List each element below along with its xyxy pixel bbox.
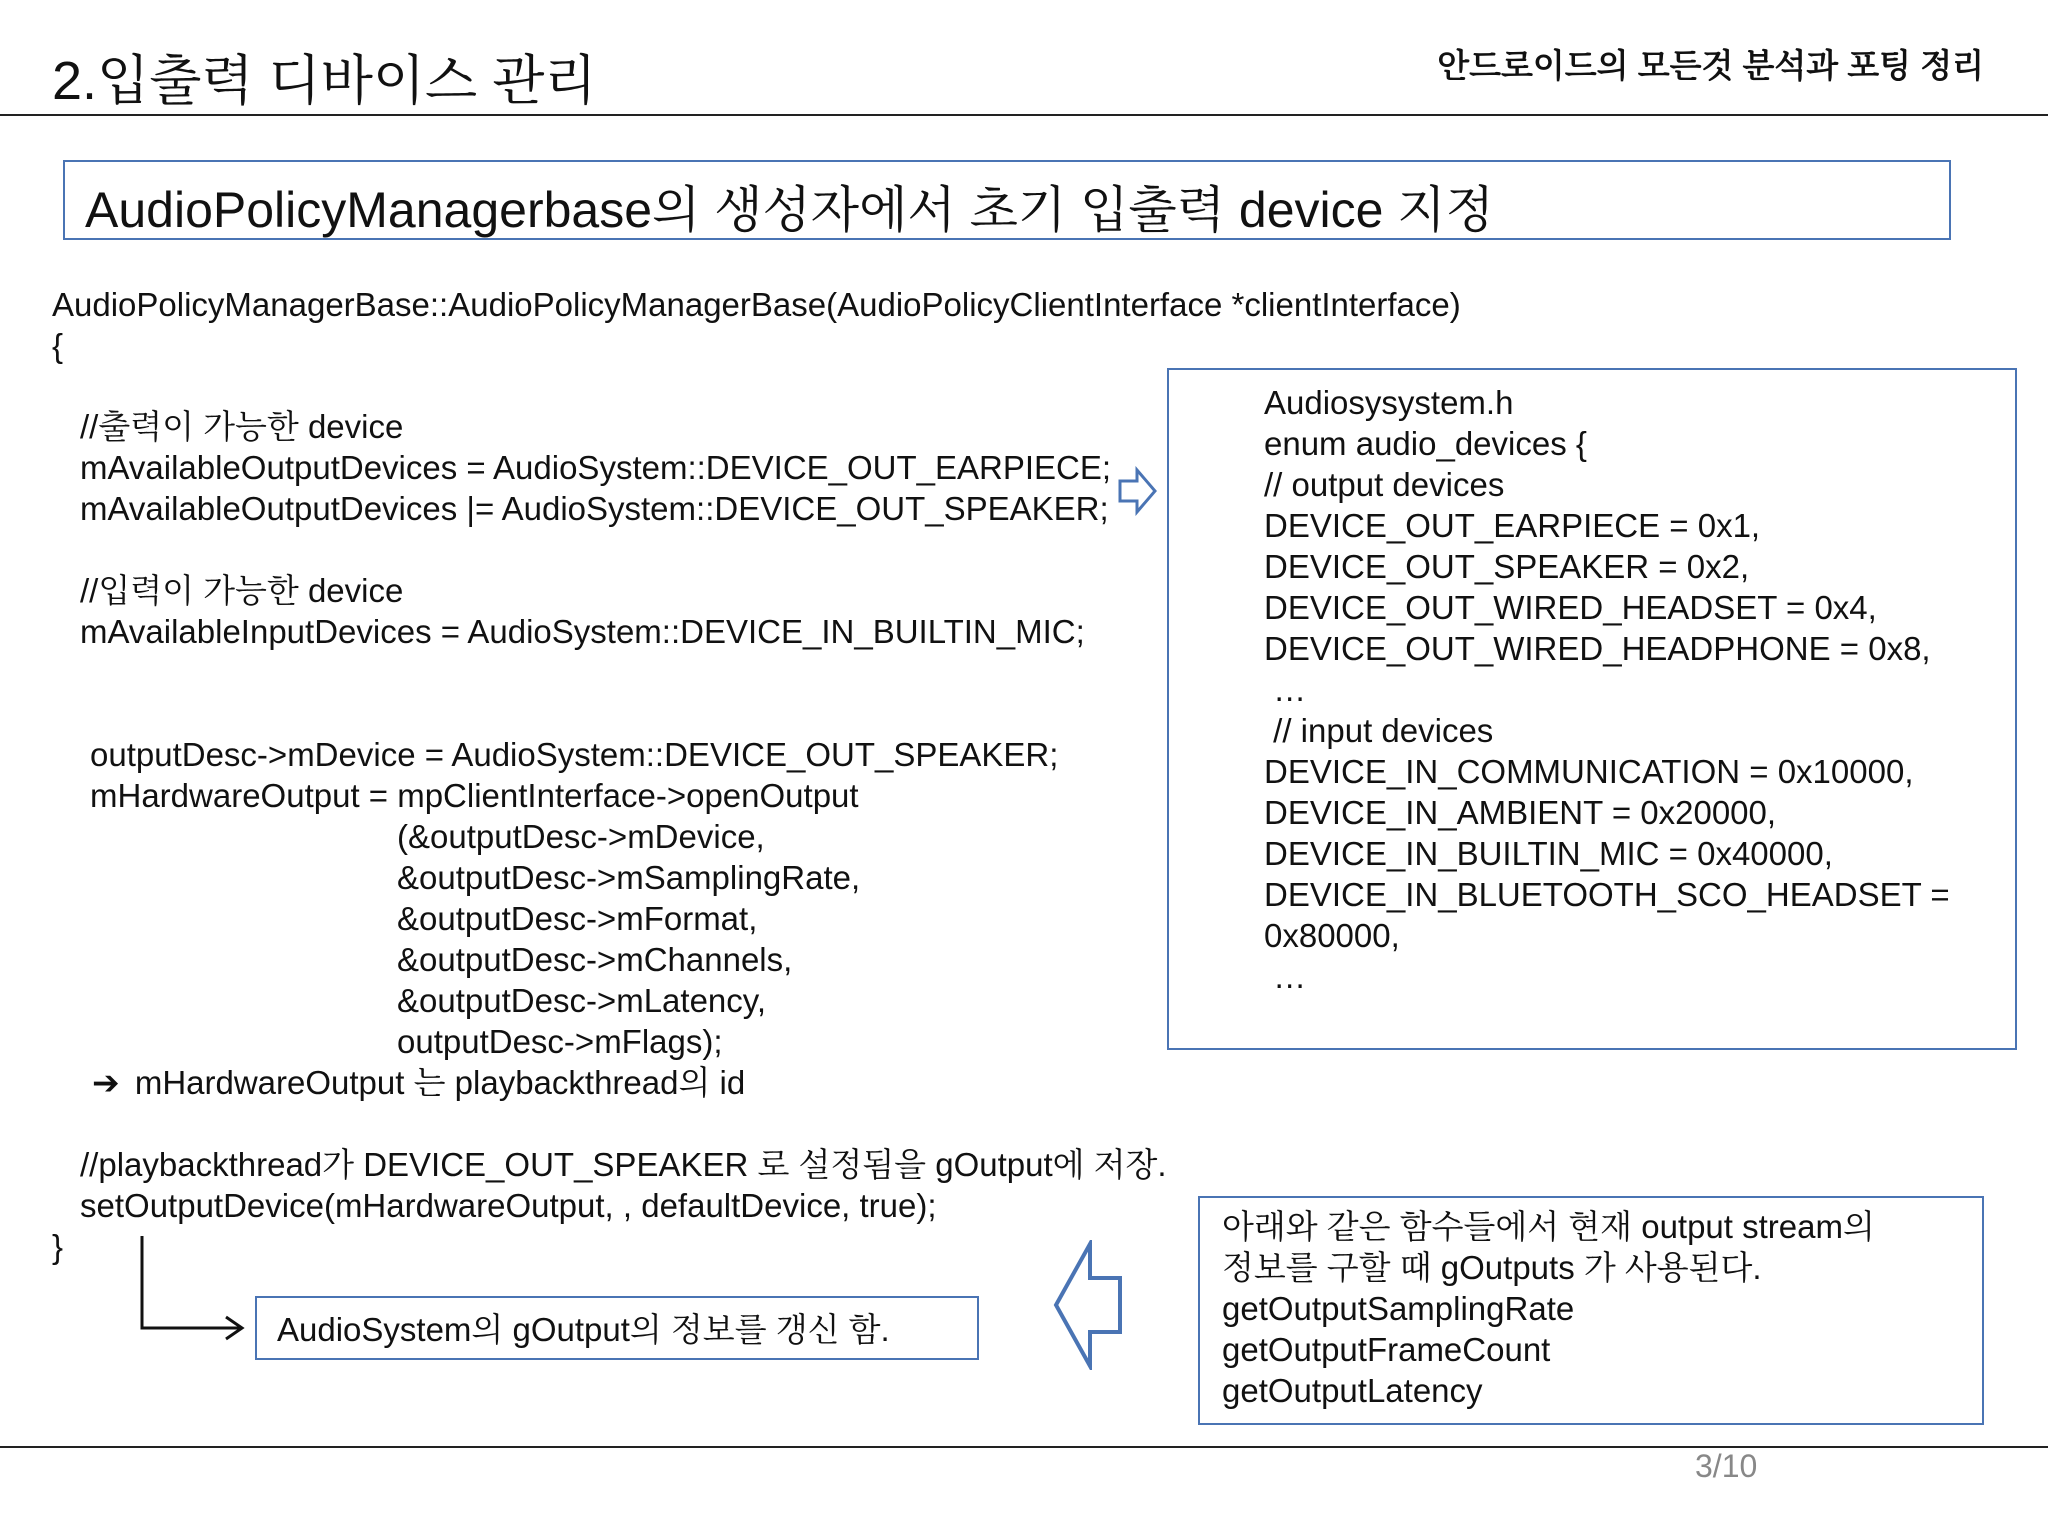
code-argument: &outputDesc->mSamplingRate, — [397, 859, 861, 896]
code-output-line-2: mAvailableOutputDevices |= AudioSystem::DEVICE_OUT_SPEAKER; — [80, 490, 1109, 527]
enum-line: DEVICE_IN_BUILTIN_MIC = 0x40000, — [1264, 835, 1833, 872]
code-playback-comment: //playbackthread가 DEVICE_OUT_SPEAKER 로 설정됨을 gOutput에 저장. — [80, 1146, 1167, 1183]
function-box — [1198, 1196, 1984, 1425]
code-arguments — [397, 816, 860, 1062]
code-hw-line: mHardwareOutput = mpClientInterface->openOutput — [90, 777, 859, 814]
enum-line: DEVICE_IN_BLUETOOTH_SCO_HEADSET = — [1264, 876, 1950, 913]
function-line: 정보를 구할 때 gOutputs 가 사용된다. — [1222, 1249, 1762, 1286]
code-desc-line: outputDesc->mDevice = AudioSystem::DEVICE_OUT_SPEAKER; — [90, 736, 1059, 773]
code-argument: (&outputDesc->mDevice, — [397, 818, 765, 855]
header-rule — [0, 114, 2048, 116]
function-line: getOutputSamplingRate — [1222, 1290, 1575, 1327]
code-open-brace: { — [52, 327, 64, 364]
code-signature: AudioPolicyManagerBase::AudioPolicyManagerBase(AudioPolicyClientInterface *clientInterface) — [52, 286, 1461, 323]
update-box — [255, 1296, 979, 1360]
enum-line: … — [1264, 958, 1307, 995]
enum-line: 0x80000, — [1264, 917, 1400, 954]
update-text: AudioSystem의 gOutput의 정보를 갱신 함. — [277, 1311, 890, 1348]
enum-line: DEVICE_OUT_SPEAKER = 0x2, — [1264, 548, 1750, 585]
code-input-line: mAvailableInputDevices = AudioSystem::DEVICE_IN_BUILTIN_MIC; — [80, 613, 1085, 650]
enum-line: … — [1264, 671, 1307, 708]
connector-arrow — [130, 1234, 250, 1342]
code-set-line: setOutputDevice(mHardwareOutput, , defaultDevice, true); — [80, 1187, 937, 1224]
enum-line: DEVICE_OUT_WIRED_HEADSET = 0x4, — [1264, 589, 1877, 626]
code-note — [92, 1062, 745, 1103]
code-argument: outputDesc->mFlags); — [397, 1023, 723, 1060]
function-line: 아래와 같은 함수들에서 현재 output stream의 — [1222, 1208, 1875, 1245]
enum-line: DEVICE_OUT_EARPIECE = 0x1, — [1264, 507, 1761, 544]
code-output-line-1: mAvailableOutputDevices = AudioSystem::DEVICE_OUT_EARPIECE; — [80, 449, 1112, 486]
function-line: getOutputFrameCount — [1222, 1331, 1551, 1368]
code-argument: &outputDesc->mChannels, — [397, 941, 793, 978]
arrow-left-outline-icon — [1050, 1240, 1126, 1370]
enum-line: DEVICE_IN_COMMUNICATION = 0x10000, — [1264, 753, 1914, 790]
enum-line: enum audio_devices { — [1264, 425, 1587, 462]
code-note-text: mHardwareOutput 는 playbackthread의 id — [134, 1064, 746, 1101]
function-lines — [1222, 1206, 1875, 1411]
page-title: 2.입출력 디바이스 관리 — [52, 51, 597, 111]
code-argument: &outputDesc->mFormat, — [397, 900, 758, 937]
enum-line: // output devices — [1264, 466, 1505, 503]
function-line: getOutputLatency — [1222, 1372, 1483, 1409]
page-subtitle: 안드로이드의 모든것 분석과 포팅 정리 — [1437, 47, 1984, 84]
page-number: 3/10 — [1695, 1448, 1758, 1484]
enum-line: DEVICE_OUT_WIRED_HEADPHONE = 0x8, — [1264, 630, 1931, 667]
code-output-comment: //출력이 가능한 device — [80, 408, 404, 445]
enum-line: DEVICE_IN_AMBIENT = 0x20000, — [1264, 794, 1777, 831]
section-banner — [63, 160, 1951, 240]
arrow-right-icon: ➔ — [92, 1064, 120, 1101]
banner-text: AudioPolicyManagerbase의 생성자에서 초기 입출력 device 지정 — [85, 182, 1494, 238]
enum-line: Audiosysystem.h — [1264, 384, 1514, 421]
code-input-comment: //입력이 가능한 device — [80, 572, 404, 609]
enum-line: // input devices — [1264, 712, 1494, 749]
enum-box — [1167, 368, 2017, 1050]
code-close-brace: } — [52, 1228, 64, 1265]
enum-lines — [1264, 382, 1950, 997]
arrow-right-outline-icon — [1117, 466, 1159, 516]
code-argument: &outputDesc->mLatency, — [397, 982, 766, 1019]
